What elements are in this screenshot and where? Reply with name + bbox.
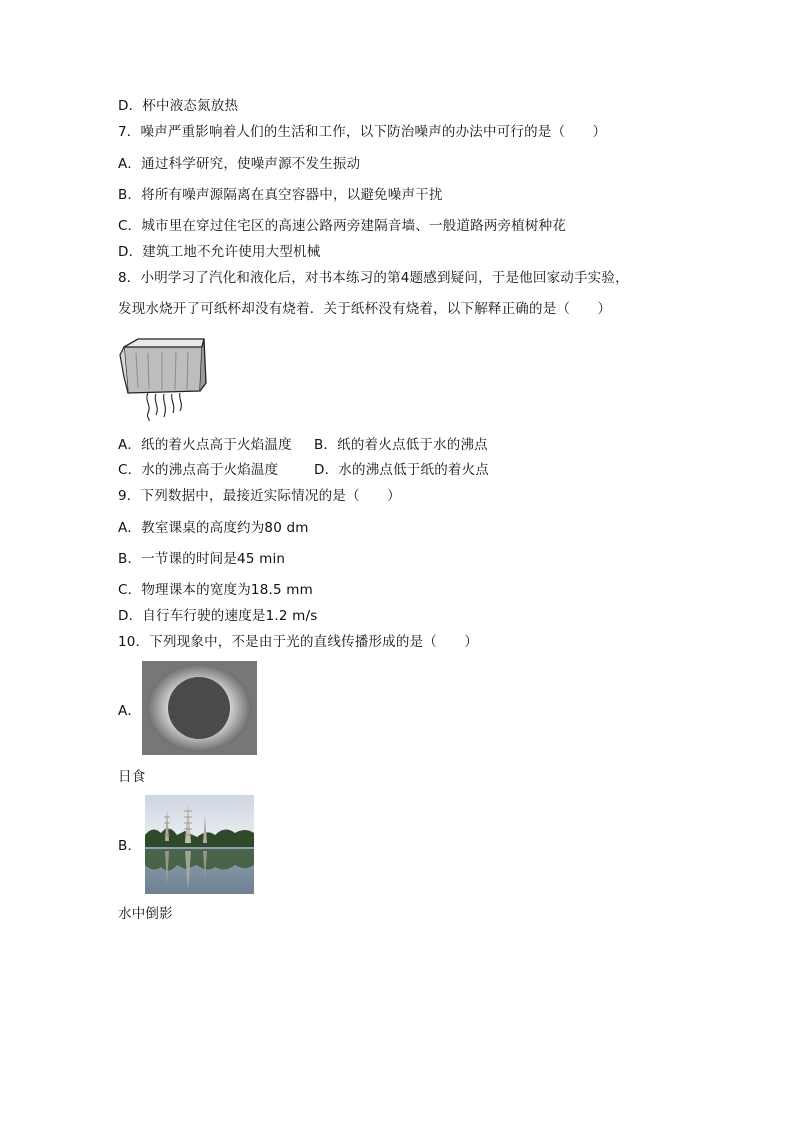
- question-8-option-a: A．纸的着火点高于火焰温度: [118, 437, 292, 453]
- question-8-line-1: 8．小明学习了汽化和液化后，对书本练习的第4题感到疑问，于是他回家动手实验，: [118, 270, 629, 286]
- question-7-option-a: A．通过科学研究，使噪声源不发生振动: [118, 156, 361, 172]
- question-8-line-2: 发现水烧开了可纸杯却没有烧着．关于纸杯没有烧着，以下解释正确的是（ ）: [118, 301, 612, 317]
- pagoda-reflection-image: [145, 795, 254, 894]
- line-prev-option-d: D．杯中液态氮放热: [118, 98, 239, 114]
- question-9: 9．下列数据中，最接近实际情况的是（ ）: [118, 488, 401, 504]
- question-8-option-c: C．水的沸点高于火焰温度: [118, 462, 279, 478]
- question-7-option-c: C．城市里在穿过住宅区的高速公路两旁建隔音墙、一般道路两旁植树种花: [118, 218, 567, 234]
- question-9-option-c: C．物理课本的宽度为18.5 mm: [118, 582, 313, 598]
- paper-cup-figure: [118, 333, 210, 423]
- question-8-option-d: D．水的沸点低于纸的着火点: [314, 462, 489, 478]
- question-8-option-b: B．纸的着火点低于水的沸点: [314, 437, 488, 453]
- question-7: 7．噪声严重影响着人们的生活和工作，以下防治噪声的办法中可行的是（ ）: [118, 124, 607, 140]
- question-9-option-d: D．自行车行驶的速度是1.2 m/s: [118, 608, 318, 624]
- solar-eclipse-image: [142, 661, 257, 755]
- question-7-option-d: D．建筑工地不允许使用大型机械: [118, 244, 321, 260]
- question-10-option-a-label: A．: [118, 703, 142, 719]
- question-9-option-a: A．教室课桌的高度约为80 dm: [118, 520, 309, 536]
- question-7-option-b: B．将所有噪声源隔离在真空容器中，以避免噪声干扰: [118, 187, 443, 203]
- question-10: 10．下列现象中，不是由于光的直线传播形成的是（ ）: [118, 634, 479, 650]
- question-9-option-b: B．一节课的时间是45 min: [118, 551, 286, 567]
- question-10-option-b-label: B．: [118, 838, 142, 854]
- question-10-option-b-caption: 水中倒影: [118, 906, 173, 922]
- question-10-option-a-caption: 日食: [118, 769, 146, 785]
